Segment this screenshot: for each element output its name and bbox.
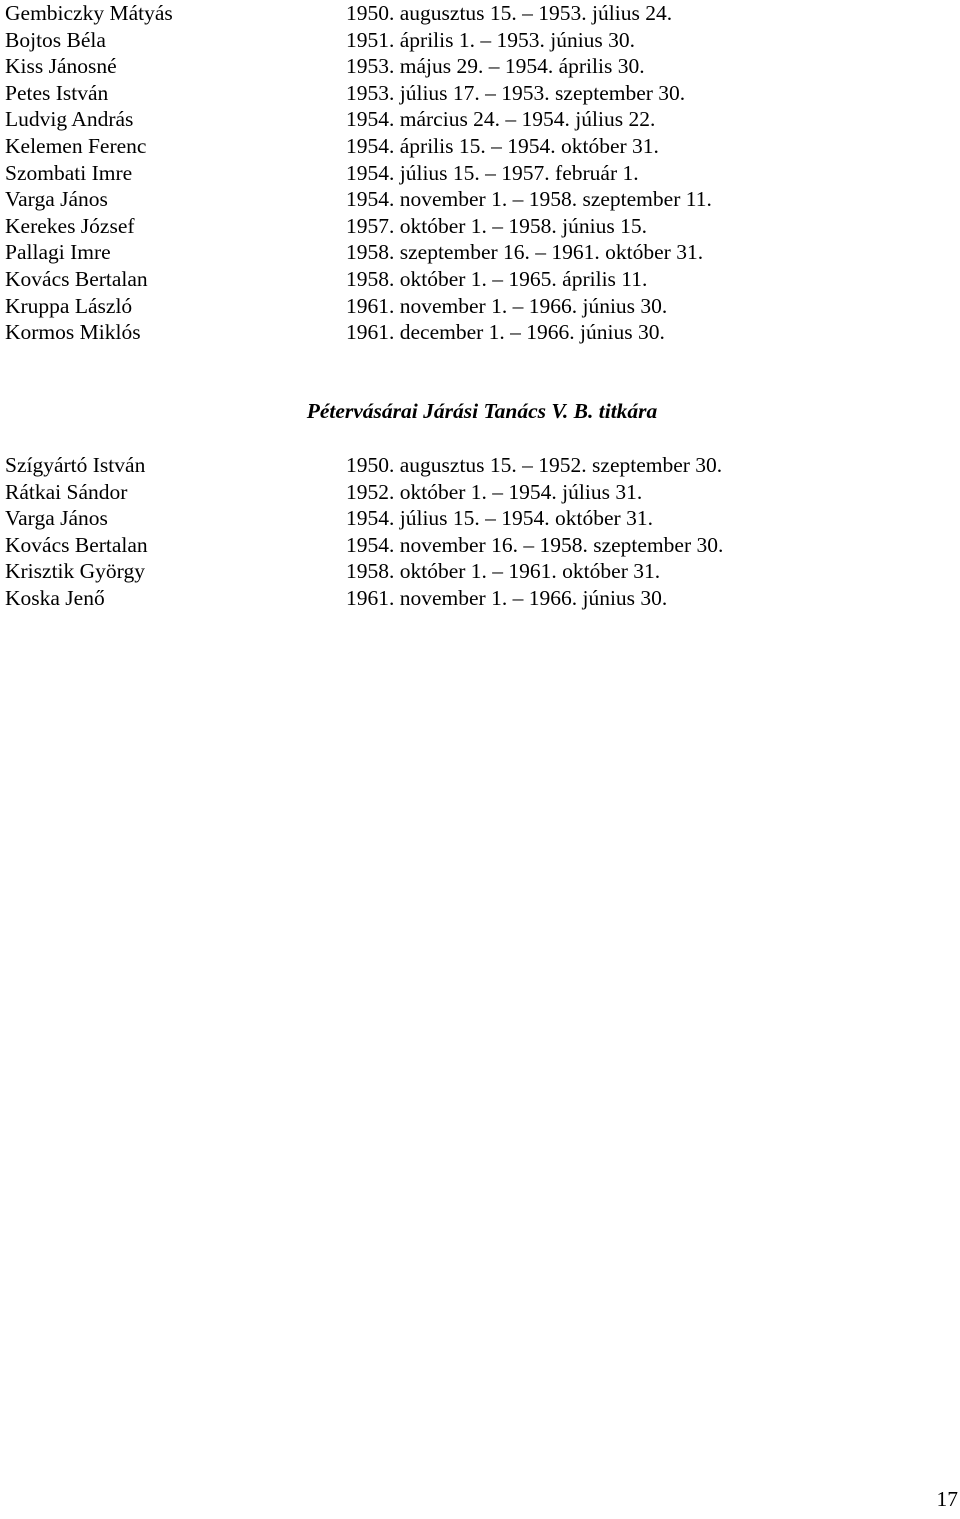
term-period: 1958. október 1. – 1961. október 31. (346, 559, 661, 584)
term-period: 1954. november 1. – 1958. szeptember 11. (346, 187, 712, 212)
official-name: Rátkai Sándor (5, 479, 128, 504)
official-name: Kovács Bertalan (5, 266, 148, 291)
term-period: 1954. július 15. – 1954. október 31. (346, 506, 653, 531)
official-name: Pallagi Imre (5, 240, 111, 265)
official-name: Kormos Miklós (5, 320, 141, 345)
official-name: Koska Jenő (5, 585, 105, 610)
page-number: 17 (936, 1487, 958, 1511)
official-name: Szígyártó István (5, 453, 146, 477)
term-period: 1952. október 1. – 1954. július 31. (346, 479, 643, 504)
official-name: Kerekes József (5, 213, 135, 238)
term-period: 1961. december 1. – 1966. június 30. (346, 320, 665, 345)
term-period: 1954. április 15. – 1954. október 31. (346, 133, 659, 158)
term-period: 1961. november 1. – 1966. június 30. (346, 293, 668, 318)
official-name: Kovács Bertalan (5, 532, 148, 557)
official-name: Gembiczky Mátyás (5, 1, 173, 25)
official-name: Ludvig András (5, 107, 134, 132)
term-period: 1950. augusztus 15. – 1952. szeptember 30. (346, 453, 723, 477)
term-period: 1951. április 1. – 1953. június 30. (346, 27, 636, 52)
term-period: 1953. július 17. – 1953. szeptember 30. (346, 80, 686, 105)
term-period: 1954. július 15. – 1957. február 1. (346, 160, 639, 185)
official-name: Kruppa László (5, 293, 133, 318)
official-name: Kiss Jánosné (5, 54, 117, 79)
term-period: 1957. október 1. – 1958. június 15. (346, 213, 647, 238)
official-name: Varga János (5, 506, 108, 531)
term-period: 1961. november 1. – 1966. június 30. (346, 585, 668, 610)
official-name: Varga János (5, 187, 108, 212)
official-name: Petes István (5, 80, 109, 105)
official-name: Kelemen Ferenc (5, 133, 147, 158)
official-name: Szombati Imre (5, 160, 133, 185)
section-title: Pétervásárai Járási Tanács V. B. titkára (306, 399, 658, 423)
term-period: 1958. szeptember 16. – 1961. október 31. (346, 240, 704, 265)
term-period: 1953. május 29. – 1954. április 30. (346, 54, 645, 79)
term-period: 1954. november 16. – 1958. szeptember 30. (346, 532, 724, 557)
official-name: Bojtos Béla (5, 27, 106, 52)
official-name: Krisztik György (5, 559, 145, 584)
term-period: 1950. augusztus 15. – 1953. július 24. (346, 1, 673, 25)
term-period: 1954. március 24. – 1954. július 22. (346, 107, 656, 132)
term-period: 1958. október 1. – 1965. április 11. (346, 266, 648, 291)
